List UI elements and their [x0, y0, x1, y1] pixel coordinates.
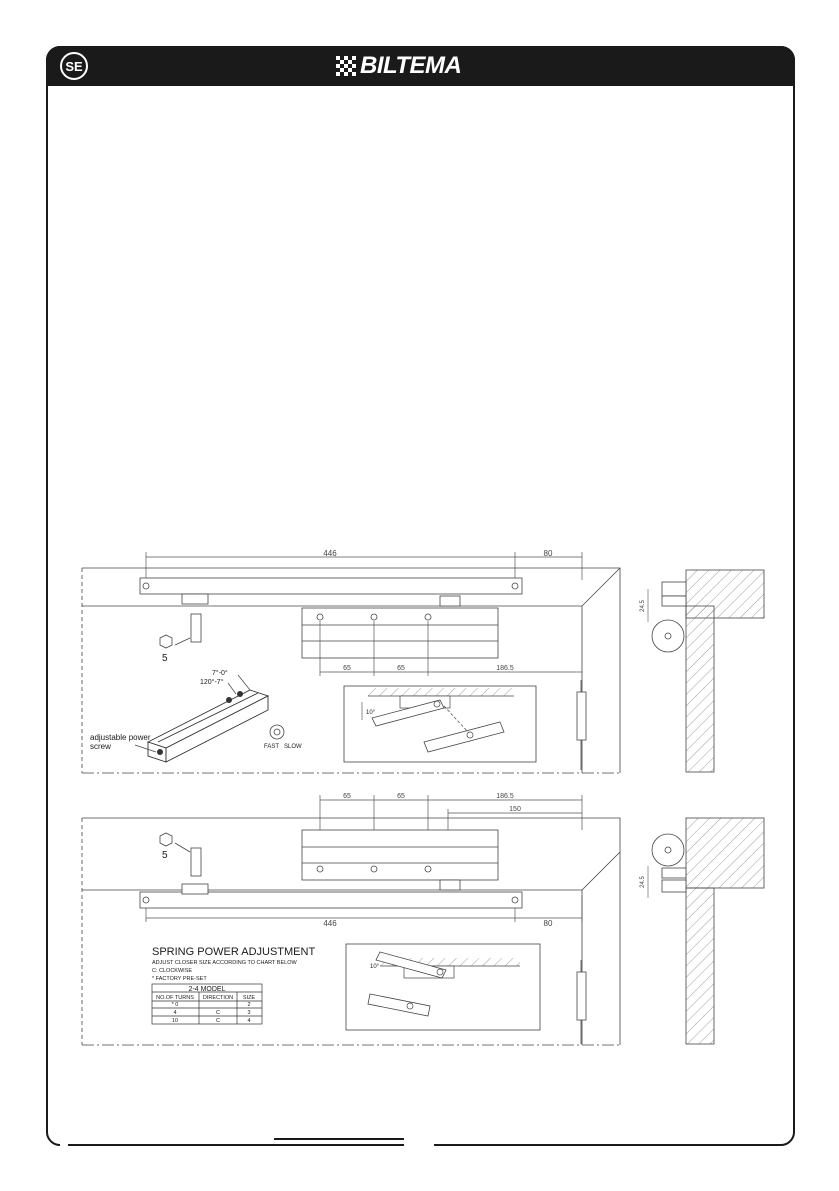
top-rail-bracket [182, 594, 208, 604]
spring-table-header: DIRECTION [202, 995, 234, 1001]
bottom-dim-right: 80 [543, 919, 553, 928]
top-dim-to-hinge: 186.5 [496, 665, 514, 672]
spring-table-header: SIZE [242, 995, 256, 1001]
spring-table-header: NO.OF TURNS [156, 995, 194, 1001]
spring-table-cell: 3 [247, 1010, 251, 1016]
top-dim-overall: 446 [323, 549, 337, 558]
spring-table-cell: C [216, 1018, 220, 1024]
adjustable-screw-label-1: adjustable power [90, 733, 151, 742]
spring-table-cell: 4 [173, 1010, 177, 1016]
spring-table-cell: 2 [247, 1002, 251, 1008]
hex-key-icon [160, 635, 172, 648]
bottom-closer-plate [302, 830, 498, 880]
top-hinge [577, 692, 586, 740]
spring-table-cell: * 0 [171, 1002, 179, 1008]
bottom-dim-to-hinge: 186.5 [496, 793, 514, 800]
brand-name: BILTEMA [360, 52, 462, 79]
top-part-number: 5 [162, 653, 168, 664]
bottom-dim-holes-b: 65 [397, 793, 405, 800]
top-door-bevel [582, 568, 620, 606]
top-dim-holes-b: 65 [397, 665, 405, 672]
speed-valve-upper: 7°-0° [212, 670, 228, 677]
bottom-part-number: 5 [162, 850, 168, 861]
bottom-side-door [686, 888, 714, 1044]
top-track-rail [140, 578, 522, 594]
spring-legend-c: C: CLOCKWISE [152, 968, 193, 974]
door-closer-body [148, 690, 268, 762]
bottom-side-lintel [686, 818, 764, 888]
speed-valve-icon [226, 697, 232, 703]
spring-table-cell: 4 [247, 1018, 251, 1024]
top-side-height: 24.5 [640, 600, 646, 612]
bottom-arm-detail-box [346, 944, 540, 1030]
top-side-pinion [652, 620, 684, 652]
speed-valve-icon [237, 691, 243, 697]
bottom-dim-overall: 446 [323, 919, 337, 928]
language-badge: SE [60, 52, 88, 80]
top-arm-pin [191, 614, 201, 642]
top-dim-holes-a: 65 [343, 665, 351, 672]
adjust-knob-icon [270, 725, 284, 739]
power-screw-icon [157, 749, 163, 755]
top-arm-angle: 10° [366, 710, 376, 716]
bottom-hinge [577, 972, 586, 1020]
top-slider [440, 596, 460, 606]
speed-valve-lower: 120°-7° [200, 679, 224, 686]
bottom-side-pinion [652, 834, 684, 866]
top-dim-lines [146, 552, 582, 582]
bottom-dim-offset: 150 [509, 806, 521, 813]
knob-fast-label: FAST [264, 744, 280, 750]
bottom-arm-angle: 10° [370, 964, 380, 970]
knob-slow-label: SLOW [284, 744, 302, 750]
spring-table-title: 2-4 MODEL [188, 986, 226, 993]
spring-title: SPRING POWER ADJUSTMENT [152, 946, 316, 958]
bottom-dim-holes-a: 65 [343, 793, 351, 800]
spring-subtitle: ADJUST CLOSER SIZE ACCORDING TO CHART BELOW [152, 960, 297, 966]
top-dim-right: 80 [543, 549, 553, 558]
adjustable-screw-label-2: screw [90, 742, 111, 751]
spring-table-cell: 10 [171, 1018, 179, 1024]
bottom-track-rail [140, 892, 522, 908]
hex-key-icon [160, 833, 172, 846]
spring-table-cell: C [216, 1010, 220, 1016]
bottom-side-height: 24.5 [640, 876, 646, 888]
spring-legend-star: * FACTORY PRE-SET [152, 976, 207, 982]
top-closer-plate [302, 608, 498, 658]
top-side-door [686, 606, 714, 772]
